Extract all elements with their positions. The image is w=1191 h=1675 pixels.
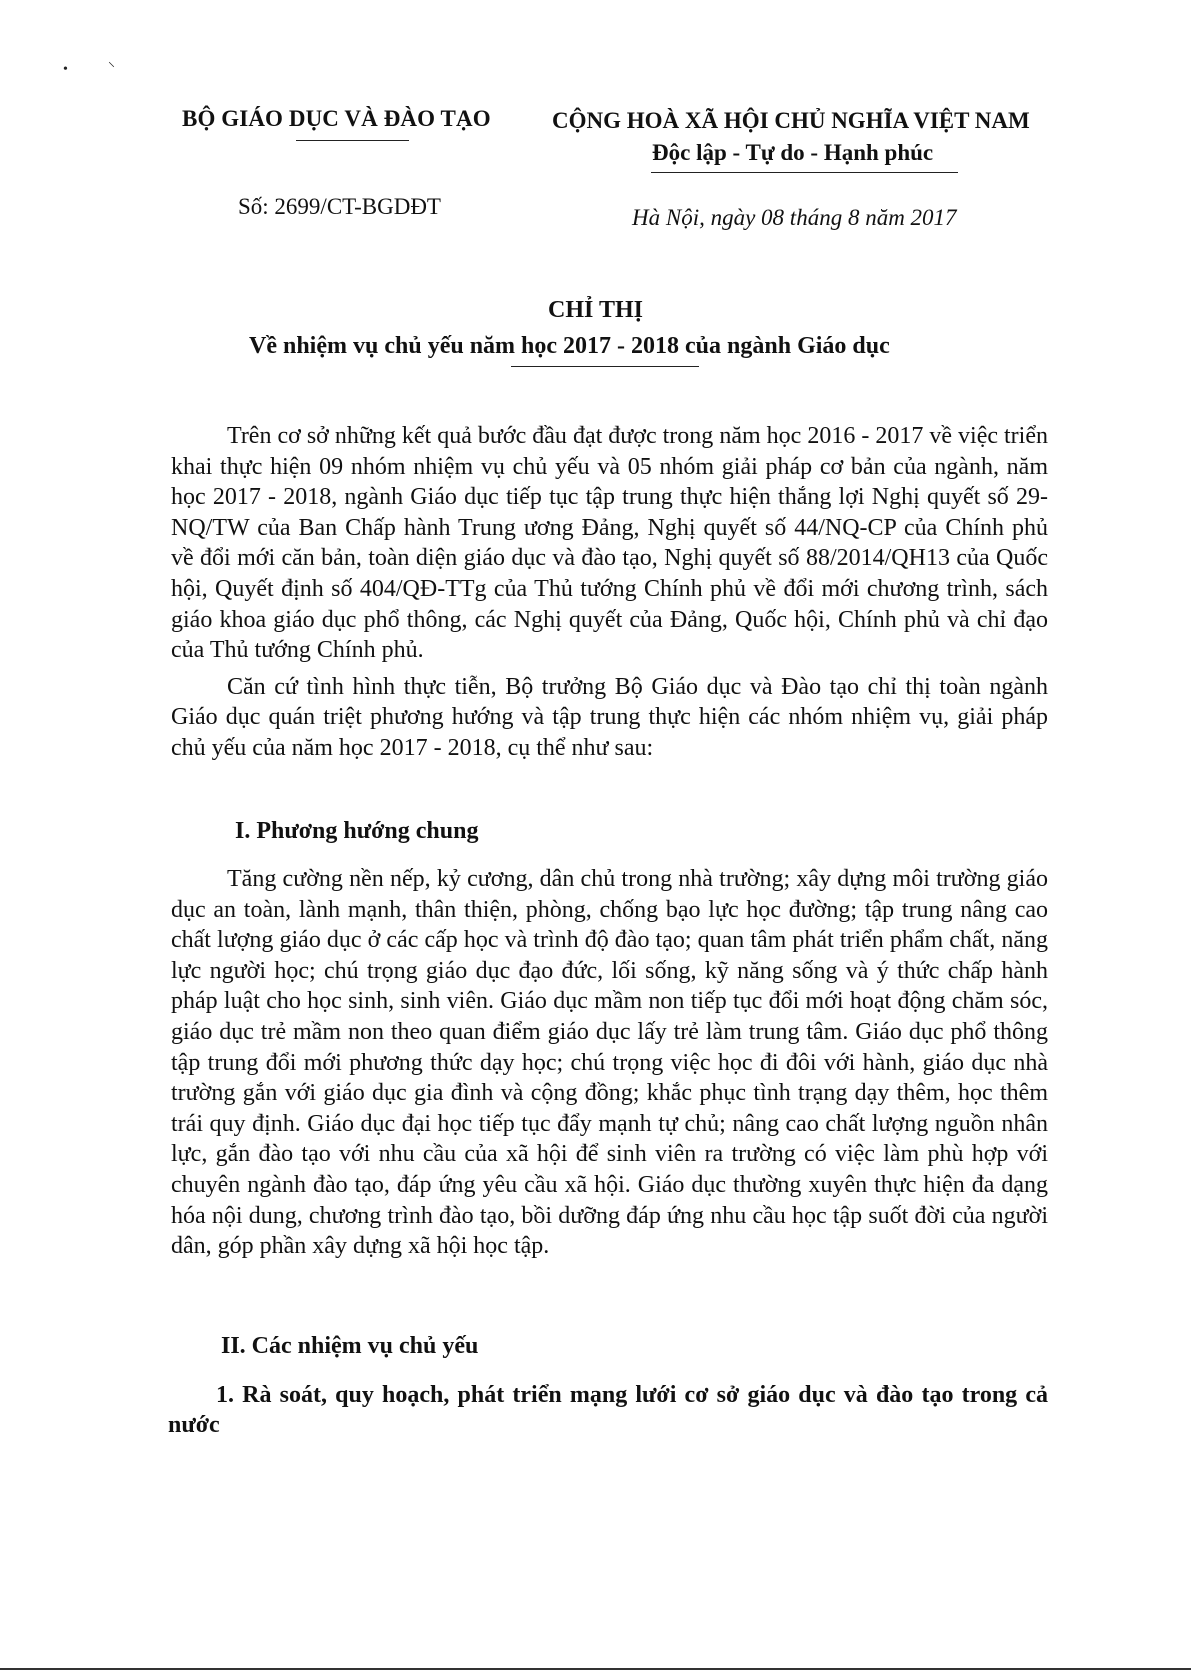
body-block-intro	[171, 421, 1048, 764]
document-subject: Về nhiệm vụ chủ yếu năm học 2017 - 2018 của ngành Giáo dục	[249, 333, 890, 359]
ministry-underline	[296, 140, 409, 141]
body-block-general-direction	[171, 864, 1048, 1262]
section-heading-general-direction: I. Phương hướng chung	[235, 818, 479, 844]
national-motto: Độc lập - Tự do - Hạnh phúc	[652, 140, 934, 165]
section-heading-main-tasks: II. Các nhiệm vụ chủ yếu	[221, 1333, 479, 1359]
document-place-date: Hà Nội, ngày 08 tháng 8 năm 2017	[632, 205, 957, 230]
document-number: Số: 2699/CT-BGDĐT	[238, 194, 441, 219]
scan-mark-dot: •	[63, 62, 68, 77]
scan-mark-tick: ⸜	[108, 55, 115, 70]
paragraph-general-direction: Tăng cường nền nếp, kỷ cương, dân chủ trong nhà trường; xây dựng môi trường giáo dục an toàn, lành mạnh, thân thiện, phòng, chống bạo lực học đường; tập trung nâng cao chất lượng giáo dục ở các cấp học và trình độ đào tạo; quan tâm phát triển phẩm chất, năng lực người học; chú trọng giáo dục đạo đức, lối sống, kỹ năng sống và ý thức chấp hành pháp luật cho học sinh, sinh viên. Giáo dục mầm non tiếp tục đổi mới hoạt động chăm sóc, giáo dục trẻ mầm non theo quan điểm giáo dục lấy trẻ làm trung tâm. Giáo dục phổ thông tập trung đổi mới phương thức dạy học; chú trọng việc học đi đôi với hành, giáo dục nhà trường gắn với giáo dục gia đình và cộng đồng; khắc phục tình trạng dạy thêm, học thêm trái quy định. Giáo dục đại học tiếp tục đẩy mạnh tự chủ; nâng cao chất lượng nguồn nhân lực, gắn đào tạo với nhu cầu của xã hội để sinh viên ra trường có việc làm phù hợp với chuyên ngành đào tạo, đáp ứng yêu cầu xã hội. Giáo dục thường xuyên thực hiện đa dạng hóa nội dung, chương trình đào tạo, bồi dưỡng đáp ứng nhu cầu học tập suốt đời của người dân, góp phần xây dựng xã hội học tập.	[171, 866, 1048, 1260]
subject-underline	[511, 366, 699, 367]
document-type-title: CHỈ THỊ	[548, 297, 643, 323]
paragraph-intro: Trên cơ sở những kết quả bước đầu đạt được trong năm học 2016 - 2017 về việc triển khai thực hiện 09 nhóm nhiệm vụ chủ yếu và 05 nhóm giải pháp cơ bản của ngành, năm học 2017 - 2018, ngành Giáo dục tiếp tục tập trung thực hiện thắng lợi Nghị quyết số 29-NQ/TW của Ban Chấp hành Trung ương Đảng, Nghị quyết số 44/NQ-CP của Chính phủ về đổi mới căn bản, toàn diện giáo dục và đào tạo, Nghị quyết số 88/2014/QH13 của Quốc hội, Quyết định số 404/QĐ-TTg của Thủ tướng Chính phủ về đổi mới chương trình, sách giáo khoa giáo dục phổ thông, các Nghị quyết của Đảng, Quốc hội, Chính phủ và chỉ đạo của Thủ tướng Chính phủ.	[171, 423, 1048, 664]
subsection-heading-network-planning: 1. Rà soát, quy hoạch, phát triển mạng lưới cơ sở giáo dục và đào tạo trong cả nước	[168, 1382, 1048, 1438]
scan-edge-line	[0, 1668, 1191, 1670]
motto-underline	[651, 172, 958, 173]
ministry-name: BỘ GIÁO DỤC VÀ ĐÀO TẠO	[182, 106, 491, 131]
republic-name: CỘNG HOÀ XÃ HỘI CHỦ NGHĨA VIỆT NAM	[552, 108, 1030, 133]
paragraph-directive: Căn cứ tình hình thực tiễn, Bộ trưởng Bộ Giáo dục và Đào tạo chỉ thị toàn ngành Giáo dục quán triệt phương hướng và tập trung thực hiện các nhóm nhiệm vụ, giải pháp chủ yếu của năm học 2017 - 2018, cụ thể như sau:	[171, 673, 1048, 761]
